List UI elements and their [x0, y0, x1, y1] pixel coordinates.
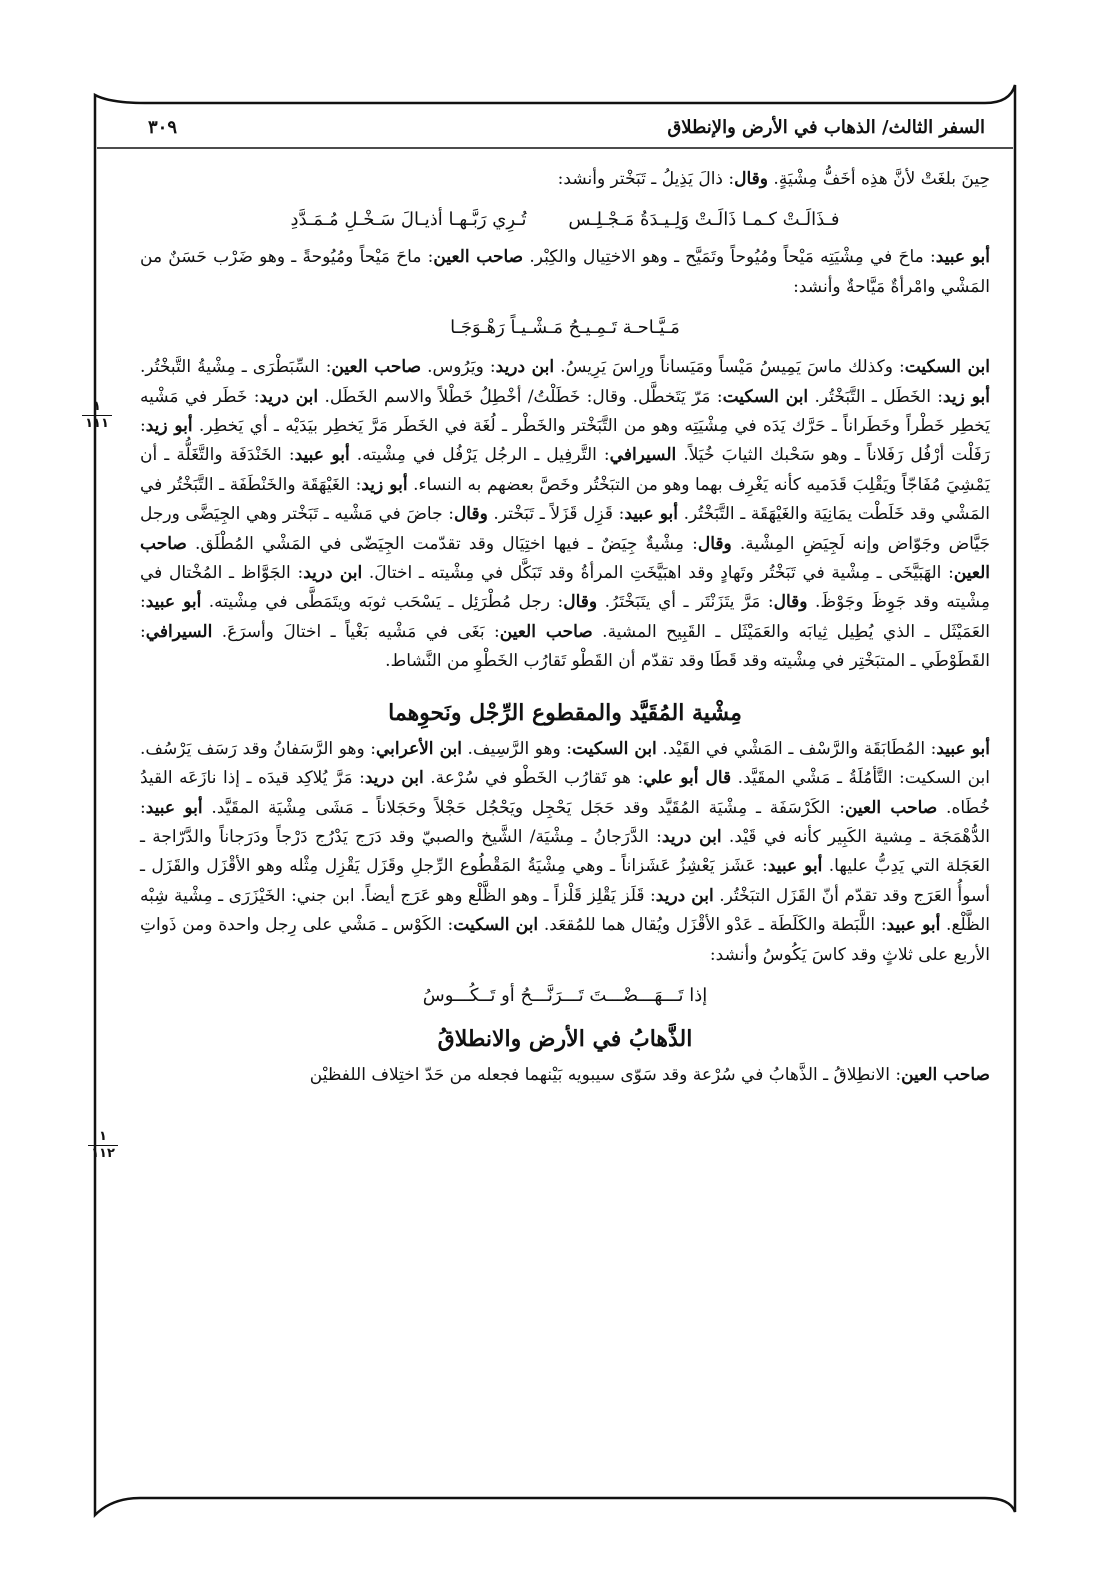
text-run: : مَرَّ يُلاكِد قيدَه ـ إذا نازَعَه القيدُ خُطَاه. — [140, 768, 990, 818]
text-run: : الكَوْس ـ مَشْي على رِجل واحدة ومن ذَواتِ الأربع على ثلاثٍ وقد كاسَ يَكُوسُ وأنشد: — [140, 915, 990, 965]
speaker-name: ابن السكيت — [904, 357, 990, 378]
speaker-name: أبو زيد — [145, 416, 193, 437]
text-run: : المُطَابَقَة والرَّسْف ـ المَشْي في القَيْد. — [656, 738, 937, 759]
text-run: : وهو الرَّسَفانُ وقد رَسَف يَرْسُف. ابن السكيت: التَّأمُلَةُ ـ مَشْي المقَيَّد. — [140, 738, 990, 789]
margin-ref-denominator: ١١١ — [85, 416, 109, 431]
text-run: : الدَّرَجانُ ـ مِشْيَة/ الشَّيخ والصبيّ وقد دَرَج يَدْرُج دَرْجاً ودَرَجاناً والدَّرّاجة ـ العَجَلة التي يَدِبُّ عليها. — [140, 826, 991, 877]
speaker-name: ابن دريد — [661, 826, 722, 847]
paragraph-4 — [140, 735, 990, 970]
speaker-name: ابن السكيت — [453, 915, 539, 936]
speaker-name: وقال — [697, 533, 732, 554]
text-run: : رجل مُطْرَئِل ـ يَسْحَب ثوبَه ويتَمَطَّى في مِشْيته. — [201, 592, 564, 613]
speaker-name: أبو عبيد — [767, 856, 823, 877]
speaker-name: صاحب العين — [140, 533, 990, 584]
text-run: : الانطِلاقُ ـ الذَّهابُ في سُرْعة وقد سَوّى سيبويه بَيْنهما فجعله من حَدّ اختِلاف اللفظيْن — [309, 1064, 902, 1085]
speaker-name: ابن دريد — [364, 768, 424, 789]
speaker-name: وقال — [734, 169, 769, 189]
verse-line: إذا تَـــهَـــضْـــتَ تَـــرَنَّـــحُ أو تَــكُـــوسُ — [422, 984, 708, 1006]
speaker-name: صاحب العين — [499, 621, 593, 642]
verse-hemistich-first: فـذَالَـتْ كـمـا ذَالَـتْ وَلِـيـدَةُ مَـجْـلِـس — [568, 209, 840, 231]
text-run: : ويَرُوس. — [421, 357, 496, 378]
text-run: : جاضَ في مَشْيه ـ تَبَخْتر وهي الجِيَضَّى ورجل جَيَّاض وجَوّاض وإنه لَجِيَضِ المِشْية. — [140, 504, 990, 554]
speaker-name: ابن الأعرابي — [375, 738, 462, 759]
speaker-name: صاحب العين — [331, 357, 422, 378]
speaker-name: أبو زيد — [361, 474, 408, 495]
speaker-name: أبو عبيد — [294, 445, 350, 466]
paragraph-2 — [140, 243, 990, 302]
margin-page-ref-1 — [82, 400, 112, 431]
margin-ref-numerator: ١ — [93, 399, 101, 414]
text-run: : الهَبَيَّخَى ـ مِشْية في تَبَخْتُر وتَهادٍ وقد اهبَيَّخَتِ المرأةُ وقد تَبَكَّل في مِشْيته ـ اختالَ. — [362, 563, 954, 584]
margin-page-ref-2 — [88, 1130, 118, 1161]
text-run: : عَشَز يَعْشِزُ عَشَزاناً ـ وهي مِشْيَةُ المَقْطُوع الرِّجلِ وقَزَل يَقْزِل مِثْله وهو الأقْزَل والقَزَل ـ أسوأُ العَرَج وقد تقدّم أنّ القَزَل التبَخْتُر. — [140, 856, 990, 906]
section-heading: الذَّهابُ في الأرض والانطلاقُ — [437, 1025, 693, 1052]
speaker-name: صاحب العين — [901, 1064, 990, 1085]
text-run: : ماحَ مَيْحاً ومُيُوحةً ـ وهو ضَرْب حَسَنٌ من المَشْي وامْرأةٌ مَيَّاحةٌ وأنشد: — [140, 247, 990, 297]
text-run: : قَزِل قَزَلاً ـ تَبَخْتر. — [487, 504, 625, 525]
text-run: : مَرّ يَتَخطَّل. وقال: خَطَلْتُ/ أخْطِلُ خَطْلاً والاسم الخَطَل. — [318, 386, 723, 407]
text-run: : رَفَلْت أرْفُل رَفَلاناً ـ وهو سَحْبك الثيابَ خُيَلاً. — [140, 416, 991, 466]
speaker-name: ابن السكيت — [572, 738, 657, 759]
paragraph-1 — [140, 165, 990, 194]
speaker-name: أبو عبيد — [624, 504, 678, 525]
text-run: : الدُّهْمَجَة ـ مِشية الكَبِير كأنه في قَيْد. — [140, 797, 991, 847]
text-run: : ماحَ في مِشْيَتِه مَيْحاً ومُيُوحاً وتَمَيَّح ـ وهو الاختِيال والكِبْر. — [523, 247, 936, 268]
text-run: : التَّرفِيل ـ الرجُل يَرْفُل في مِشْيته. — [349, 445, 610, 466]
speaker-name: وقال — [453, 504, 488, 525]
speaker-name: وقال — [563, 592, 598, 613]
speaker-name: السيرافي — [609, 445, 677, 466]
speaker-name: أبو عبيد — [145, 797, 203, 818]
text-run: حِينَ بلغَتْ لأنَّ هذِه أخَفُّ مِشْيَةٍ. — [768, 169, 990, 189]
speaker-name: أبو عبيد — [935, 247, 990, 268]
speaker-name: أبو عبيد — [936, 738, 991, 759]
margin-ref-denominator: ١١٢ — [91, 1146, 115, 1161]
text-run: : ذالَ يَذِيلُ ـ تَبَخْتر وأنشد: — [557, 169, 735, 189]
text-run: : الخَنْدَفَة والتَّغَلُّة ـ أن يَمْشِيَ مُفَاجّاً ويَقْلِبَ قَدَميه كأنه يَغْرِف بهما وهو من التبَخْتُر وخَصَّ بعضهم به النساء. — [140, 445, 990, 495]
speaker-name: أبو زيد — [943, 386, 990, 407]
speaker-name: صاحب العين — [433, 247, 524, 268]
text-run: : قَلَز يَقْلِز قَلْزاً ـ وهو الظَّلْع وهو عَرَج أيضاً. ابن جني: الخَيْزَرَى ـ مِشْية شِبْه الظَّلْع. — [140, 885, 990, 936]
text-run: : خَطَر في مَشْيه يَخطِر خَطْراً وخَطَراناً ـ حَرَّك يَدَه في مِشْيَتِه وهو من التَّبَخْتر والخَطْر ـ لُغَة في الخَطَر مَرَّ يَخطِر بيَدَيْه ـ أي يَخطِر. — [140, 386, 990, 437]
speaker-name: ابن دريد — [655, 885, 714, 906]
speaker-name: صاحب العين — [844, 797, 938, 818]
verse-line: مَـيَّـاحـة تَـمِـيـحُ مَـشْـيـاً رَهْـوَجَـا — [450, 317, 680, 339]
speaker-name: أبو عبيد — [145, 592, 202, 613]
running-title: السفر الثالث/ الذهاب في الأرض والإنطلاق — [667, 117, 985, 138]
text-run: : مِشْيةٌ جِيَضٌ ـ فيها اختِيَال وقد تقدّمت الجِيَضّى في المَشْي المُطْلَق. — [186, 533, 698, 554]
page-number: ٣٠٩ — [148, 117, 178, 138]
speaker-name: قال أبو علي — [643, 768, 732, 789]
text-run: : الجَوَّاظ ـ المُخْتال في مِشْيته وقد جَوِظَ وجَوْظَ. — [140, 563, 990, 613]
verse-hemistich-second: تُـرِي رَبَّـهـا أذيـالَ سَـخْـلِ مُـمَـدَّدِ — [290, 209, 527, 231]
text-run: : القَطَوْطَي ـ المتبَخْتِر في مِشْيته وقد قَطَا وقد تقدّم أن القَطْو تَقارُب الخَطْوِ من النَّشاط. — [140, 621, 990, 672]
text-run: : الخَطَل ـ التَّبَخْتُر. — [808, 386, 944, 407]
verse-couplet — [140, 204, 990, 235]
page-header — [140, 113, 985, 143]
speaker-name: السيرافي — [145, 621, 213, 642]
speaker-name: ابن دريد — [303, 563, 363, 584]
text-run: : وكذلك ماسَ يَمِيسُ مَيْساً ومَيَساناً ورِاسَ يَرِيسُ. — [554, 357, 905, 378]
text-run: : الكَرْسَفَة ـ مِشْيَة المُقَيَّد وقد حَجَل يَحْجِل ويَحْجُل حَجْلاً وحَجَلاناً ـ مَشَى مِشْيَة المقَيَّد. — [202, 797, 845, 818]
text-run: : الغَيْهَقَة والخَنْطَفَة ـ التَّبَخْتُر في المَشْي وقد خَلَطْت يمَانِيَة والغَيْهَقَة ـ التَّبَخْتُر. — [140, 474, 991, 525]
section-heading: مِشْية المُقَيَّد والمقطوع الرِّجْل ونَحوِهما — [388, 699, 742, 726]
text-run: : بَغَى في مَشْيه بَغْياً ـ اختالَ وأسرَعَ. — [212, 621, 500, 642]
text-run: : مَرَّ يتَزَنْتَر ـ أي يتَبَخْتَرُ. — [597, 592, 774, 613]
speaker-name: وقال — [773, 592, 808, 613]
speaker-name: ابن دريد — [495, 357, 555, 378]
page-body — [140, 165, 990, 1090]
speaker-name: ابن السكيت — [722, 386, 809, 407]
margin-ref-numerator: ١ — [99, 1129, 107, 1144]
text-run: : وهو الرَّسِيف. — [462, 738, 573, 759]
text-run: : هو تَقارُب الخَطْو في سُرْعة. — [423, 768, 644, 789]
speaker-name: أبو عبيد — [886, 915, 941, 936]
paragraph-3 — [140, 353, 990, 676]
paragraph-5 — [140, 1061, 990, 1090]
speaker-name: ابن دريد — [259, 386, 319, 407]
text-run: : السِّبَطْرَى ـ مِشْيةُ التَّبخْتُر. — [140, 357, 332, 378]
text-run: : العَمَيْثَل ـ الذي يُطِيل ثِيابَه والعَمَيْثَل ـ القَبِيح المشية. — [140, 592, 990, 642]
text-run: : اللَّبَطة والكَلَطَة ـ عَدْو الأقْزَل ويُقال هما للمُقعَد. — [538, 915, 887, 936]
